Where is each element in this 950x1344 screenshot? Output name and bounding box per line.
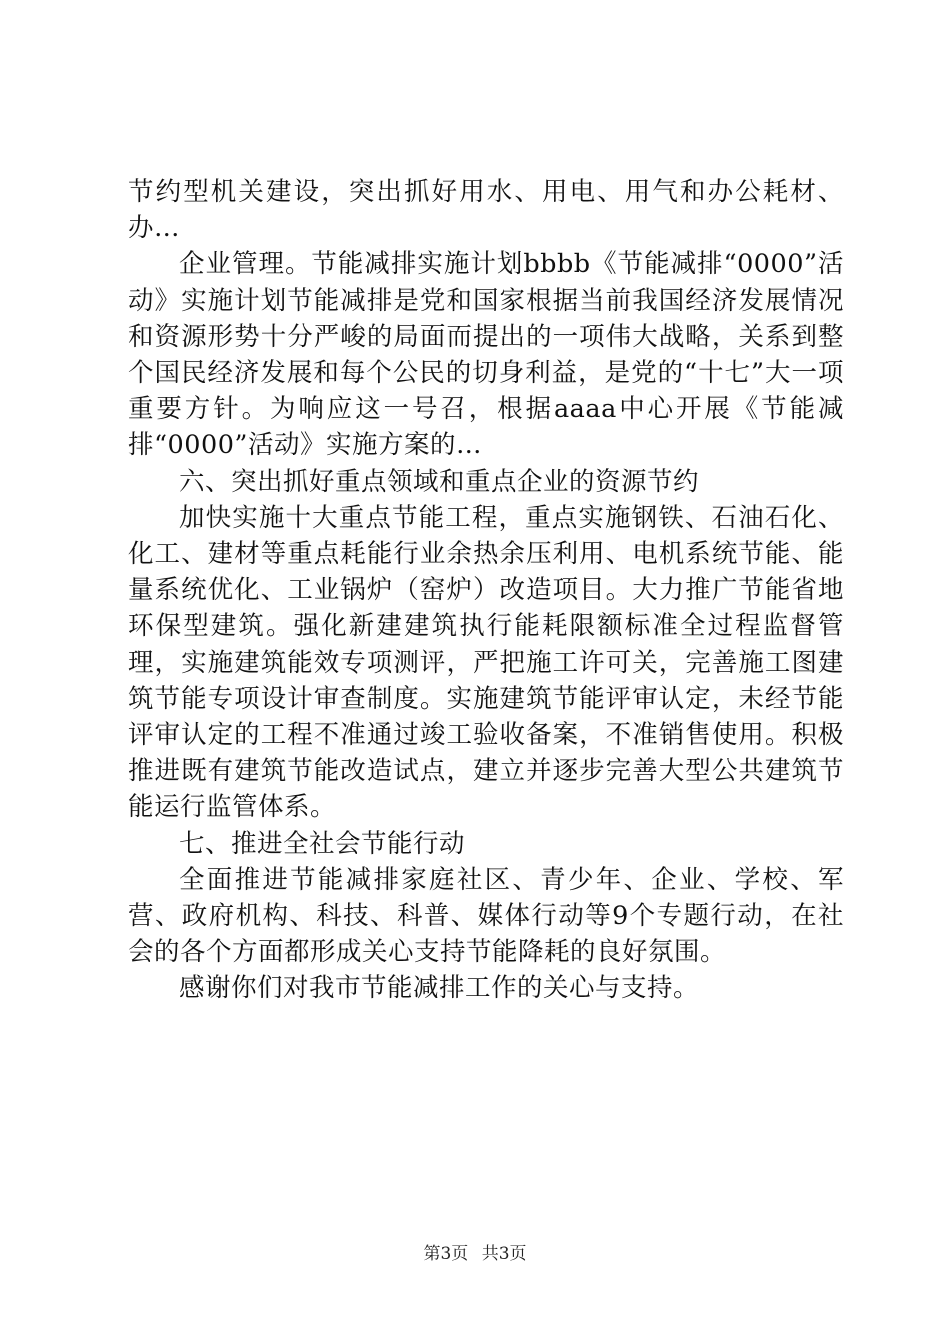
- section-heading-6: 六、突出抓好重点领域和重点企业的资源节约: [179, 466, 700, 497]
- closing-paragraph: 感谢你们对我市节能减排工作的关心与支持。: [179, 973, 700, 1004]
- paragraph-2: 企业管理。节能减排实施计划bbbb《节能减排“0000”活动》实施计划节能减排是党和国家根据当前我国经济发展情况和资源形势十分严峻的局面而提出的一项伟大战略，关系到整个国民经济发展和每个公民的切身利益，是党的“十七”大一项重要方针。为响应这一号召，根据aaaa中心开展《节能减排“0000”活动》实施方案的…: [128, 249, 844, 461]
- page-footer: [0, 1242, 950, 1266]
- paragraph-4: 全面推进节能减排家庭社区、青少年、企业、学校、军营、政府机构、科技、科普、媒体行动等9个专题行动，在社会的各个方面都形成关心支持节能降耗的良好氛围。: [128, 864, 844, 968]
- document-body: [128, 174, 844, 1007]
- page-number: 第3页: [423, 1244, 469, 1264]
- page-total: 共3页: [481, 1244, 527, 1264]
- paragraph-3: 加快实施十大重点节能工程，重点实施钢铁、石油石化、化工、建材等重点耗能行业余热余压利用、电机系统节能、能量系统优化、工业锅炉（窑炉）改造项目。大力推广节能省地环保型建筑。强化新建建筑执行能耗限额标准全过程监督管理，实施建筑能效专项测评，严把施工许可关，完善施工图建筑节能专项设计审查制度。实施建筑节能评审认定，未经节能评审认定的工程不准通过竣工验收备案，不准销售使用。积极推进既有建筑节能改造试点，建立并逐步完善大型公共建筑节能运行监管体系。: [128, 502, 844, 823]
- section-heading-7: 七、推进全社会节能行动: [179, 828, 466, 859]
- paragraph-1: 节约型机关建设，突出抓好用水、用电、用气和办公耗材、办…: [128, 177, 844, 244]
